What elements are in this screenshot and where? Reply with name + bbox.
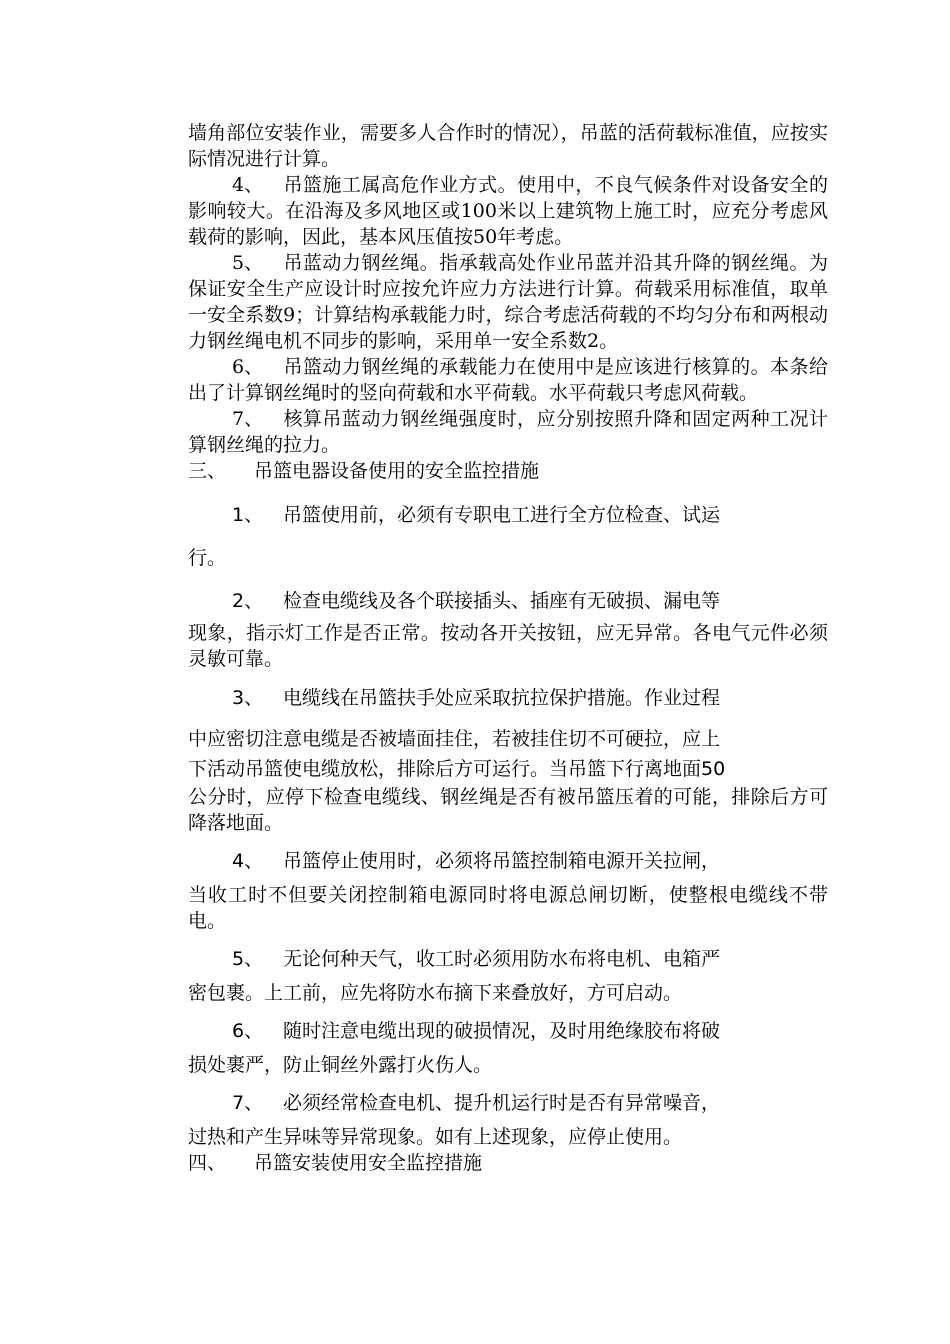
item-text-rest: 损处裹严，防止铜丝外露打火伤人。 [188, 1054, 493, 1076]
section2-item-7 [188, 406, 828, 458]
item-number: 3、 [232, 687, 264, 709]
section2-continuation: 墙角部位安装作业，需要多人合作时的情况），吊蓝的活荷载标准值，应按实际情况进行计算。 [188, 122, 828, 170]
section3-item-7 [188, 1078, 828, 1150]
item-text: 吊篮动力钢丝绳的承载能力在使用中是应该进行核算的。本条给出了计算钢丝绳时的竖向荷载和水平荷载。水平荷载只考虑风荷载。 [188, 356, 828, 404]
item-text-rest: 密包裹。上工前，应先将防水布摘下来叠放好，方可启动。 [188, 982, 683, 1004]
item-text: 吊篮施工属高危作业方式。使用中，不良气候条件对设备安全的影响较大。在沿海及多风地区或100米以上建筑物上施工时，应充分考虑风载荷的影响，因此，基本风压值按50年考虑。 [188, 174, 828, 248]
document-page [188, 120, 828, 1176]
item-text-rest: 过热和产生异味等异常现象。如有上述现象，应停止使用。 [188, 1126, 683, 1148]
item-text-line-2: 中应密切注意电缆是否被墙面挂住，若被挂住切不可硬拉，应上 [188, 728, 721, 750]
item-text-first-line: 吊篮使用前，必须有专职电工进行全方位检查、试运 [283, 504, 721, 526]
item-text-first-line: 无论何种天气，收工时必须用防水布将电机、电箱严 [283, 948, 721, 970]
item-text-line-3: 下活动吊篮使电缆放松，排除后方可运行。当吊篮下行离地面 [188, 758, 702, 780]
item-text: 核算吊蓝动力钢丝绳强度时，应分别按照升降和固定两种工况计算钢丝绳的拉力。 [188, 408, 828, 456]
section3-item-2 [188, 576, 828, 672]
item-text-first-line: 随时注意电缆出现的破损情况，及时用绝缘胶布将破 [283, 1020, 721, 1042]
heading-number: 三、 [188, 460, 227, 482]
item-text-first-line: 检查电缆线及各个联接插头、插座有无破损、漏电等 [283, 590, 721, 612]
item-text-rest: 当收工时不但要关闭控制箱电源同时将电源总闸切断，使整根电缆线不带电。 [188, 884, 828, 932]
heading-number: 四、 [188, 1152, 227, 1174]
section2-item-6 [188, 354, 828, 406]
item-number: 4、 [232, 174, 264, 196]
item-text-first-line: 吊篮停止使用时，必须将吊篮控制箱电源开关拉闸， [283, 850, 721, 872]
item-text: 吊蓝动力钢丝绳。指承载高处作业吊蓝并沿其升降的钢丝绳。为保证安全生产应设计时应按允许应力方法进行计算。荷载采用标准值，取单一安全系数9；计算结构承载能力时，综合考虑活荷载的不均匀分布和两根动力钢丝绳电机不同步的影响，采用单一安全系数2。 [188, 252, 828, 352]
item-number: 2、 [232, 590, 264, 612]
item-number: 6、 [232, 356, 264, 378]
item-text-rest: 公分时，应停下检查电缆线、钢丝绳是否有被吊篮压着的可能，排除后方可降落地面。 [188, 786, 828, 834]
heading-title: 吊篮电器设备使用的安全监控措施 [254, 460, 540, 482]
item-text-rest: 行。 [188, 547, 227, 569]
section3-body [188, 490, 828, 1150]
item-number: 5、 [232, 948, 264, 970]
item-number: 4、 [232, 850, 264, 872]
section3-item-1 [188, 490, 828, 576]
section4-heading [188, 1150, 828, 1176]
section3-item-4 [188, 836, 828, 934]
item-text-first-line: 电缆线在吊篮扶手处应采取抗拉保护措施。作业过程 [283, 687, 721, 709]
item-text-rest: 现象，指示灯工作是否正常。按动各开关按钮，应无异常。各电气元件必须灵敏可靠。 [188, 622, 828, 670]
item-text-first-line: 必须经常检查电机、提升机运行时是否有异常噪音， [283, 1092, 721, 1114]
item-number: 6、 [232, 1020, 264, 1042]
item-number: 1、 [232, 504, 264, 526]
section3-item-6 [188, 1006, 828, 1078]
item-number: 7、 [232, 408, 264, 430]
item-number: 5、 [232, 252, 264, 274]
heading-title: 吊篮安装使用安全监控措施 [254, 1152, 483, 1174]
item-text-number: 50 [701, 758, 726, 780]
item-number: 7、 [232, 1092, 264, 1114]
section2-item-5 [188, 250, 828, 354]
section3-item-3 [188, 672, 828, 836]
section3-heading [188, 458, 828, 484]
section3-item-5 [188, 934, 828, 1006]
section2-item-4 [188, 172, 828, 250]
